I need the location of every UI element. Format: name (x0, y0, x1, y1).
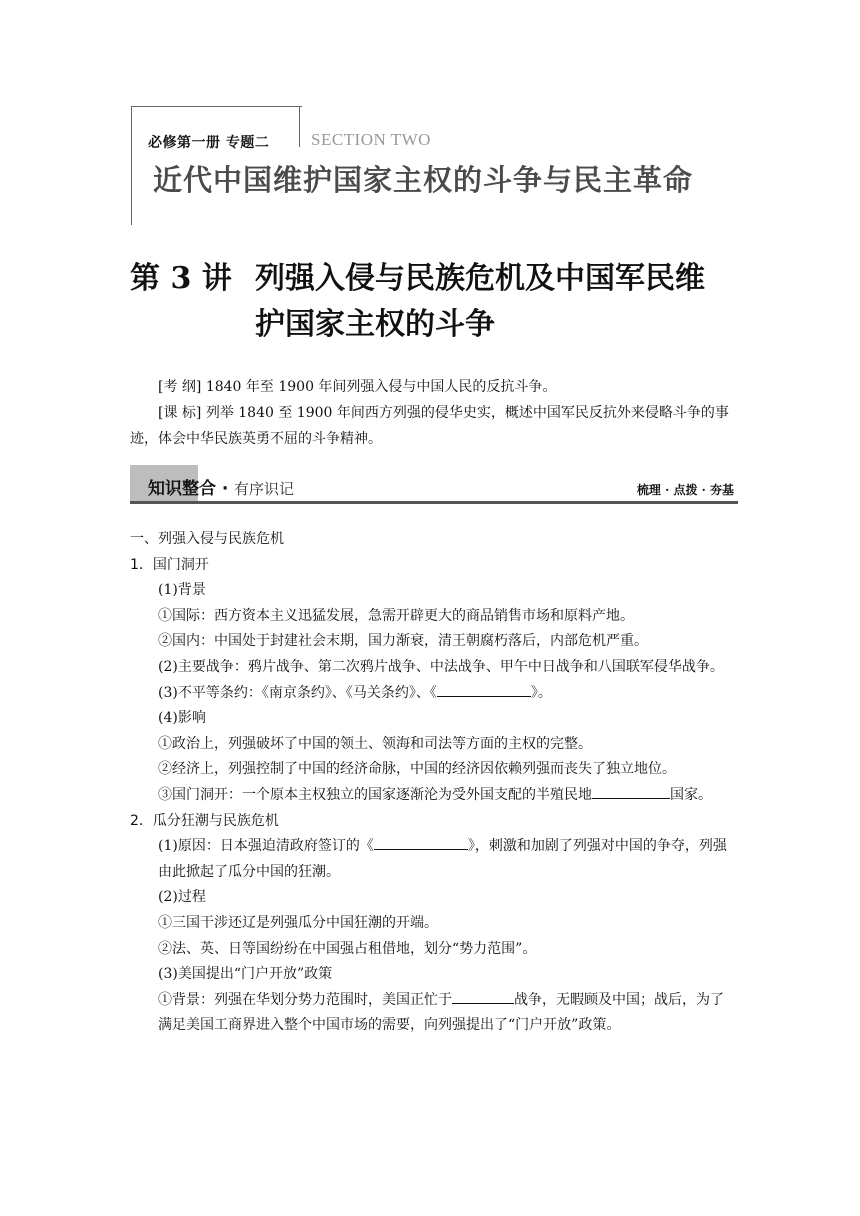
para-domestic: ②国内：中国处于封建社会末期，国力渐衰，清王朝腐朽落后，内部危机严重。 (158, 633, 648, 650)
fill-blank[interactable] (437, 682, 531, 697)
para-open-door-background: ①背景：列强在华划分势力范围时，美国正忙于 战争，无暇顾及中国；战后，为了满足美国工商界进入整个中国市场的需要，向列强提出了“门户开放”政策。 (130, 988, 736, 1039)
fill-blank[interactable] (592, 784, 670, 799)
para-open-door: (3)美国提出“门户开放”政策 (158, 966, 333, 983)
main-content (130, 527, 736, 1039)
para-wars: (2)主要战争：鸦片战争、第二次鸦片战争、中法战争、甲午中日战争和八国联军侵华战争。 (158, 658, 724, 675)
kaogang-text: [考 纲] 1840 年至 1900 年间列强入侵与中国人民的反抗斗争。 (158, 379, 557, 395)
para-impact-economic: ②经济上，列强控制了中国的经济命脉，中国的经济因依赖列强而丧失了独立地位。 (158, 761, 676, 778)
section-english-label: SECTION TWO (311, 130, 431, 149)
fill-blank[interactable] (374, 835, 468, 850)
para-cause: (1)原因：日本强迫清政府签订的《 》，刺激和加剧了列强对中国的争夺，列强由此掀起了瓜分中国的狂潮。 (130, 834, 736, 885)
para-treaties: (3)不平等条约：《南京条约》、《马关条约》、《 》。 (130, 681, 736, 707)
para-process-2: ②法、英、日等国纷纷在中国强占租借地，划分“势力范围”。 (158, 940, 537, 957)
kebiao-text: [课 标] 列举 1840 至 1900 年间西方列强的侵华史实，概述中国军民反抗外来侵略斗争的事迹，体会中华民族英勇不屈的斗争精神。 (130, 405, 729, 447)
band-title: 知识整合 · (148, 479, 229, 499)
para-process: (2)过程 (158, 889, 206, 906)
band-right-label: 梳理 · 点拨 · 夯基 (636, 483, 734, 497)
para-process-1: ①三国干涉还辽是列强瓜分中国狂潮的开端。 (158, 914, 438, 931)
band-subtitle: 有序识记 (234, 480, 295, 498)
section-band (130, 465, 738, 507)
lesson-title-line2: 护国家主权的斗争 (255, 307, 495, 342)
heading-part-one: 一、列强入侵与民族危机 (130, 531, 284, 547)
syllabus-block (130, 374, 740, 452)
para-impact: (4)影响 (158, 710, 206, 727)
para-impact-opening: ③国门洞开：一个原本主权独立的国家逐渐沦为受外国支配的半殖民地 国家。 (130, 783, 736, 809)
book-label: 必修第一册 专题二 (148, 135, 270, 151)
section-title: 近代中国维护国家主权的斗争与民主革命 (153, 163, 694, 197)
lesson-heading (130, 256, 705, 348)
header-divider (299, 106, 300, 147)
para-impact-political: ①政治上，列强破坏了中国的领土、领海和司法等方面的主权的完整。 (158, 735, 592, 752)
lesson-title-line1: 列强入侵与民族危机及中国军民维 (255, 261, 705, 296)
fill-blank[interactable] (452, 989, 514, 1004)
heading-2: 2．瓜分狂潮与民族危机 (130, 812, 279, 829)
lesson-number: 第 3 讲 (130, 261, 232, 296)
para-international: ①国际：西方资本主义迅猛发展，急需开辟更大的商品销售市场和原料产地。 (158, 607, 634, 624)
para-background: (1)背景 (158, 582, 206, 599)
heading-1: 1．国门洞开 (130, 556, 209, 573)
band-rule (130, 501, 738, 504)
